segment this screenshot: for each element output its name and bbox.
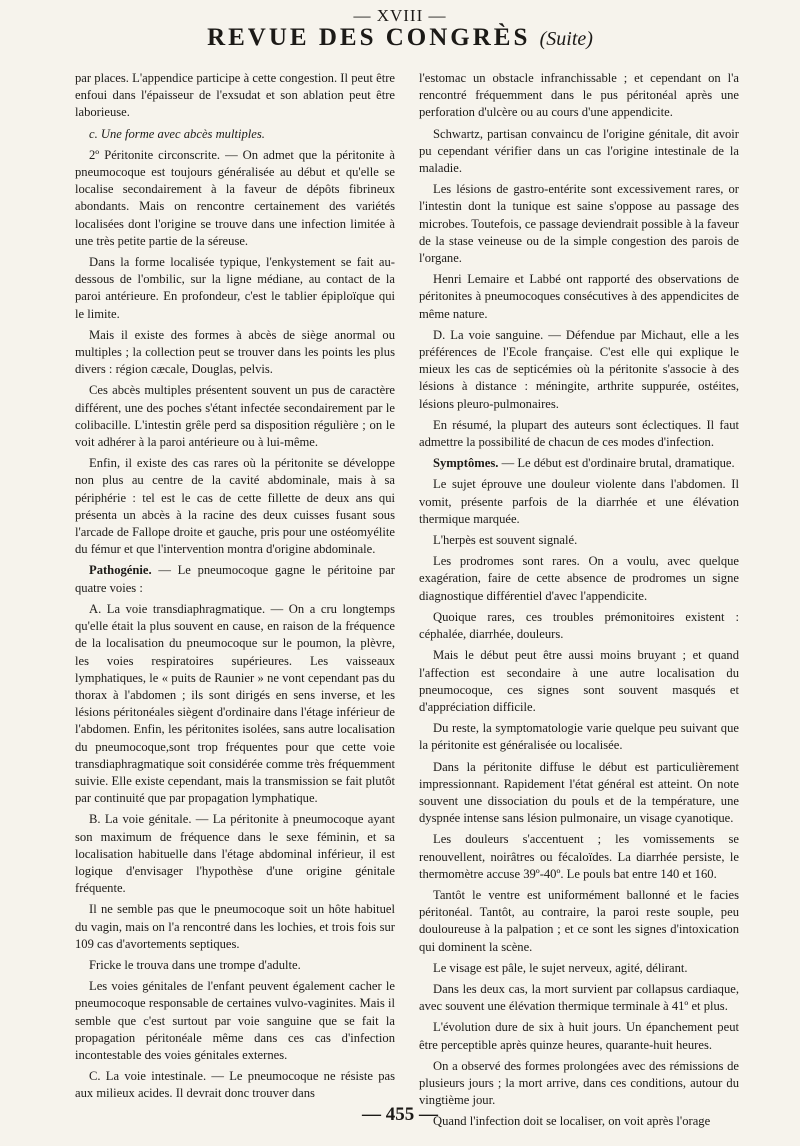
paragraph: Henri Lemaire et Labbé ont rapporté des observations de péritonites à pneumocoques consécutives à des appendicites de même nature. bbox=[419, 272, 739, 321]
paragraph: Les prodromes sont rares. On a voulu, avec quelque exagération, faire de cette absence de prodromes un signe diagnostique différentiel d'avec l'appendicite. bbox=[419, 554, 739, 603]
right-column bbox=[419, 70, 739, 1129]
paragraph: Les voies génitales de l'enfant peuvent également cacher le pneumocoque responsable de certaines vulvo-vaginites. Mais il semble que c'est surtout par voie sanguine que se fait la propagation péritonéale même dans ces cas d'infection incontestable des voies génitales externes. bbox=[75, 979, 395, 1062]
paragraph: L'évolution dure de six à huit jours. Un épanchement peut être perceptible après quinze heures, quarante-huit heures. bbox=[419, 1020, 739, 1052]
paragraph: Les lésions de gastro-entérite sont excessivement rares, or l'intestin dont la tunique est saine s'oppose au passage des microbes. Toutefois, ce passage deviendrait possible à la faveur de la stase veineuse ou de la simple congestion des parois de l'organe. bbox=[419, 182, 739, 266]
paragraph: Fricke le trouva dans une trompe d'adulte. bbox=[89, 957, 301, 972]
paragraph: Tantôt le ventre est uniformément ballonné et le facies péritonéal. Tantôt, au contraire, la paroi reste souple, peu douloureuse à la palpation ; et ce sont les signes d'intoxication qui dominent la scène. bbox=[419, 887, 739, 954]
left-column bbox=[75, 70, 395, 1101]
paragraph: Du reste, la symptomatologie varie quelque peu suivant que la péritonite est généralisée ou localisée. bbox=[419, 721, 739, 753]
paragraph: Schwartz, partisan convaincu de l'origine génitale, dit avoir pu cependant vérifier dans un cas l'origine intestinale de la maladie. bbox=[419, 126, 739, 176]
paragraph: 2º Péritonite circonscrite. — On admet que la péritonite à pneumocoque est toujours généralisée au début et qu'elle se localise secondairement à la faveur de dépôts fibrineux abondants. Mais on rencontre certainement des variétés localisées dont l'origine se trouve dans une infection limitée à une très petite partie de la séreuse. bbox=[75, 147, 395, 248]
paragraph: Les douleurs s'accentuent ; les vomissements se renouvellent, noirâtres ou fécaloïdes. La diarrhée persiste, le thermomètre accuse 39º-40º. Le pouls bat entre 140 et 160. bbox=[419, 832, 739, 881]
paragraph: Le visage est pâle, le sujet nerveux, agité, délirant. bbox=[433, 960, 688, 975]
paragraph: Il ne semble pas que le pneumocoque soit un hôte habituel du vagin, mais on l'a rencontré dans les lochies, et trois fois sur 109 cas d'avortements septiques. bbox=[75, 902, 395, 951]
paragraph: C. La voie intestinale. — Le pneumocoque ne résiste pas aux milieux acides. Il devrait donc trouver dans bbox=[75, 1069, 395, 1101]
paragraph: Enfin, il existe des cas rares où la péritonite se développe non plus au centre de la cavité abdominale, mais à sa périphérie : tel est le cas de cette fillette de deux ans qui présenta un abcès à la racine des deux cuisses fusant sous l'arcade de Fallope droite et gauche, pris pour une ostéomyélite du fémur et que l'intervention montra d'origine abdominale. bbox=[75, 456, 395, 557]
section-heading: Symptômes. bbox=[433, 456, 499, 471]
page-roman-numeral: — XVIII — bbox=[353, 6, 447, 25]
paragraph: B. La voie génitale. — La péritonite à pneumocoque ayant son maximum de fréquence dans le sexe féminin, et sa localisation habituelle dans l'étage abdominal inférieur, il est logique d'envisager l'hypothèse d'une origine génitale fréquente. bbox=[75, 812, 395, 896]
paragraph: Dans la péritonite diffuse le début est particulièrement impressionnant. Rapidement l'état général est atteint. On note souvent une dissociation du pouls et de la température, une dyspnée intense sans lésion pulmonaire, un visage cyanotique. bbox=[419, 759, 739, 826]
section-paragraph bbox=[419, 455, 739, 472]
paragraph: Mais le début peut être aussi moins bruyant ; et quand l'affection est secondaire à une autre localisation du pneumocoque, ces signes sont souvent masqués et d'appréciation difficile. bbox=[419, 648, 739, 714]
journal-title-suffix: (Suite) bbox=[539, 28, 593, 50]
paragraph: par places. L'appendice participe à cette congestion. Il peut être enfoui dans l'épaisseur de l'exsudat et son ablation peut être laborieuse. bbox=[75, 71, 395, 120]
paragraph: On a observé des formes prolongées avec des rémissions de plusieurs jours ; la mort arrive, dans ces conditions, autour du vingtième jour. bbox=[419, 1058, 739, 1108]
section-heading: Pathogénie. bbox=[89, 563, 152, 578]
paragraph: D. La voie sanguine. — Défendue par Michaut, elle a les préférences de l'Ecole française. C'est elle qui explique le mieux les cas de septicémies où la péritonite s'associe à des lésions à distance : méningite, arthrite suppurée, ostéites, lésions pleuro-pulmonaires. bbox=[419, 327, 739, 411]
section-text: — Le début est d'ordinaire brutal, dramatique. bbox=[498, 456, 735, 471]
paragraph: Dans les deux cas, la mort survient par collapsus cardiaque, avec souvent une élévation thermique terminale à 41º et plus. bbox=[419, 981, 739, 1014]
paragraph: Quand l'infection doit se localiser, on voit après l'orage bbox=[433, 1114, 711, 1129]
paragraph: L'herpès est souvent signalé. bbox=[433, 533, 578, 548]
journal-title-text: REVUE DES CONGRÈS bbox=[207, 24, 531, 51]
paragraph: Mais il existe des formes à abcès de siège anormal ou multiples ; la collection peut se trouver dans les points les plus divers : région cæcale, Douglas, pelvis. bbox=[75, 327, 395, 377]
section-text: — Le pneumocoque gagne le péritoine par quatre voies : bbox=[75, 563, 395, 595]
paragraph: Ces abcès multiples présentent souvent un pus de caractère différent, une des poches s'étant infectée secondairement par le colibacille. L'intestin grêle perd sa disposition régulière ; on le voit adhérer à la paroi antérieure ou à lui-même. bbox=[75, 383, 395, 450]
paragraph: c. Une forme avec abcès multiples. bbox=[89, 126, 265, 141]
paragraph: Quoique rares, ces troubles prémonitoires existent : céphalée, diarrhée, douleurs. bbox=[419, 609, 739, 642]
paragraph: l'estomac un obstacle infranchissable ; et cependant on l'a rencontré fréquemment dans le pus péritonéal après une perforation d'ulcère ou au cours d'une appendicite. bbox=[419, 71, 739, 120]
paragraph: Le sujet éprouve une douleur violente dans l'abdomen. Il vomit, présente parfois de la diarrhée et une élévation thermique marquée. bbox=[419, 477, 739, 526]
section-paragraph bbox=[75, 562, 395, 596]
paragraph: Dans la forme localisée typique, l'enkystement se fait au-dessous de l'ombilic, sur la ligne médiane, au contact de la paroi antérieure. En profondeur, c'est le tablier épiploïque qui le limite. bbox=[75, 255, 395, 321]
journal-title bbox=[0, 24, 800, 52]
page-number: — 455 — bbox=[362, 1104, 438, 1125]
paragraph: A. La voie transdiaphragmatique. — On a cru longtemps qu'elle était la plus souvent en cause, en raison de la fréquence de la localisation du pneumocoque sur le poumon, la plèvre, les voies respiratoires supérieures. Les vaisseaux lymphatiques, le « puits de Raunier » ne vont cependant pas du thorax à l'abdomen ; ils sont dirigés en sens inverse, et les lésions péritonéales siègent d'ordinaire dans l'étage inférieur de l'abdomen. Enfin, les péritonites isolées, sans autre localisation du pneumocoque,sont trop fréquentes pour que cette voie transdiaphragmatique soit considérée comme très fréquemment suivie. Elle existe cependant, mais la transmission se fait plutôt par continuité que par propagation lymphatique. bbox=[75, 601, 395, 806]
paragraph: En résumé, la plupart des auteurs sont éclectiques. Il faut admettre la possibilité de chacun de ces modes d'infection. bbox=[419, 417, 739, 450]
